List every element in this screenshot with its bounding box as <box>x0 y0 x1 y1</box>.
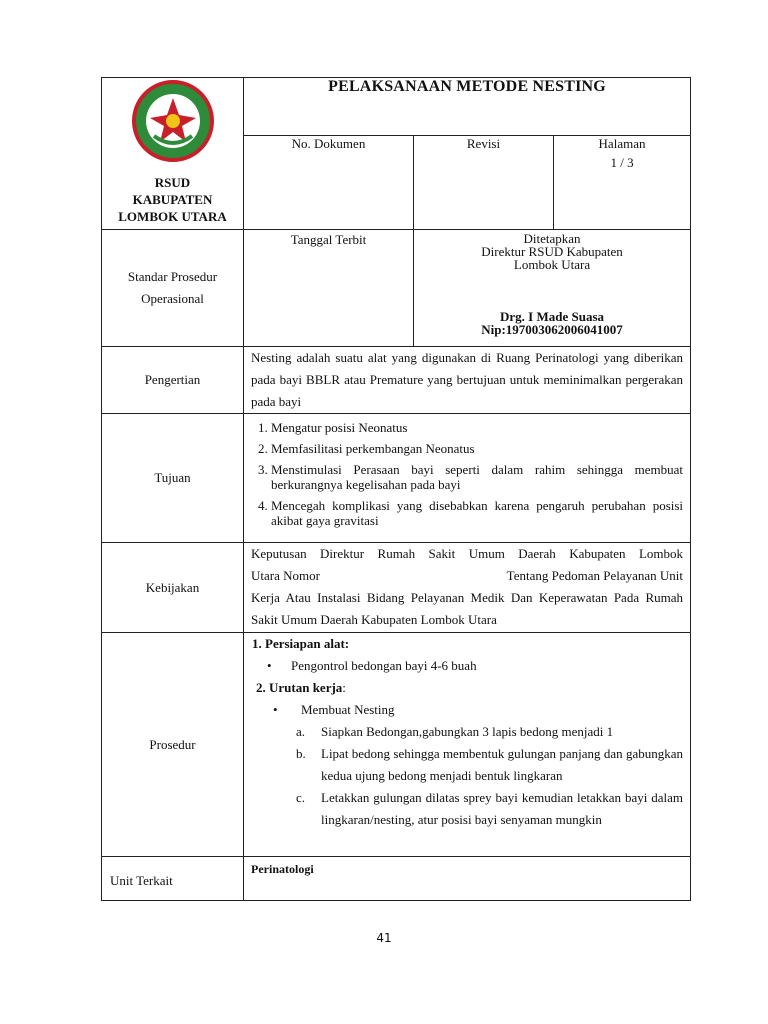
prep-heading: 1. Persiapan alat: <box>252 636 350 651</box>
hospital-logo <box>132 80 214 162</box>
page-number: 41 <box>376 931 392 945</box>
doc-number-cell: No. Dokumen <box>244 135 414 229</box>
tujuan-cell <box>244 414 691 543</box>
page-cell: Halaman 1 / 3 <box>554 135 691 229</box>
page-value: 1 / 3 <box>610 154 634 170</box>
prosedur-cell <box>244 633 691 857</box>
approval-cell: Ditetapkan Direktur RSUD Kabupaten Lombok Utara Drg. I Made Suasa Nip:197003062006041007 <box>414 230 691 347</box>
signer-nip: Nip:197003062006041007 <box>481 322 623 337</box>
tujuan-list <box>244 420 683 528</box>
hospital-header-cell <box>102 78 244 230</box>
list-item: • Pengontrol bedongan bayi 4-6 buah <box>267 658 477 673</box>
unit-label: Unit Terkait <box>102 857 244 901</box>
list-item: 1. Mengatur posisi Neonatus <box>271 420 683 435</box>
list-item: 2. Memfasilitasi perkembangan Neonatus <box>271 441 683 456</box>
signer-name: Drg. I Made Suasa <box>500 309 605 324</box>
tujuan-label: Tujuan <box>102 414 244 543</box>
prosedur-label: Prosedur <box>102 633 244 857</box>
sop-table <box>101 77 691 901</box>
list-item: 4. Mencegah komplikasi yang disebabkan karena pengaruh perubahan posisi akibat gaya gravitasi <box>271 498 683 528</box>
hospital-name: RSUD KABUPATEN LOMBOK UTARA <box>118 175 227 224</box>
list-item: • Membuat Nesting <box>273 702 395 717</box>
steps-heading: 2. Urutan kerja: <box>256 680 346 695</box>
list-item: a. Siapkan Bedongan,gabungkan 3 lapis bedong menjadi 1 <box>296 724 614 739</box>
sop-label: Standar Prosedur Operasional <box>102 230 244 347</box>
kebijakan-text: Keputusan Direktur Rumah Sakit Umum Daerah Kabupaten Lombok Utara Nomor Tentang Pedoman Pelayanan Unit Kerja Atau Instalasi Bidang Pelayanan Medik Dan Keperawatan Pada Rumah Sakit Umum Daerah Kabupaten Lombok Utara <box>244 543 691 633</box>
pengertian-label: Pengertian <box>102 347 244 414</box>
unit-value: Perinatologi <box>244 857 691 901</box>
issue-date-cell: Tanggal Terbit <box>244 230 414 347</box>
list-item: c. Letakkan gulungan dilatas sprey bayi kemudian letakkan bayi dalam lingkaran/nesting, atur posisi bayi senyaman mungkin <box>296 790 684 827</box>
list-item: b. Lipat bedong sehingga membentuk gulungan panjang dan gabungkan kedua ujung bedong menjadi bentuk lingkaran <box>296 746 684 783</box>
kebijakan-label: Kebijakan <box>102 543 244 633</box>
revision-cell: Revisi <box>414 135 554 229</box>
document-title: PELAKSANAAN METODE NESTING <box>244 78 691 136</box>
steps-list <box>251 721 683 831</box>
list-item: 3. Menstimulasi Perasaan bayi seperti dalam rahim sehingga membuat berkurangnya kegelisahan pada bayi <box>271 462 683 492</box>
pengertian-text: Nesting adalah suatu alat yang digunakan di Ruang Perinatologi yang diberikan pada bayi BBLR atau Premature yang bertujuan untuk meminimalkan pergerakan pada bayi <box>244 347 691 414</box>
